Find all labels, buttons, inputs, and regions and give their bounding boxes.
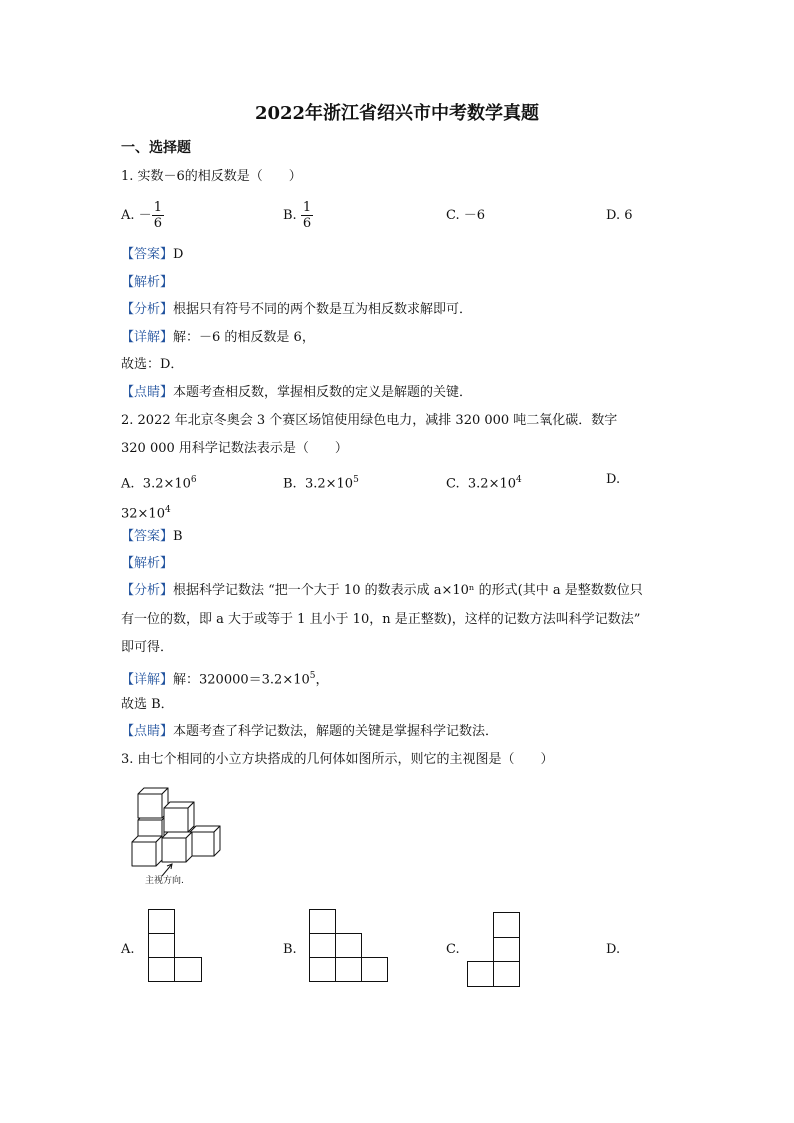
detail-exponent: 5 <box>309 671 316 681</box>
q1-option-a <box>121 198 164 234</box>
detail-tag: 【详解】 <box>121 330 174 345</box>
q3-stem: 3. 由七个相同的小立方块搭成的几何体如图所示，则它的主视图是（ ） <box>121 752 554 767</box>
numerator: 1 <box>302 200 312 215</box>
q2-option-c-base: 3.2×10 <box>467 476 516 492</box>
q1-option-c: C. －6 <box>446 208 486 223</box>
q2-option-d <box>121 502 171 522</box>
q2-option-d-label: D. <box>606 472 621 487</box>
q2-option-c <box>446 472 522 492</box>
q1-option-b-label: B. <box>283 208 297 223</box>
q2-answer <box>121 529 183 545</box>
page-title: 2022年浙江省绍兴市中考数学真题 <box>254 103 540 124</box>
analysis-text: 根据科学记数法 “把一个大于 10 的数表示成 a×10ⁿ 的形式(其中 a 是整数数位只 <box>173 583 643 598</box>
q2-option-b <box>283 472 359 492</box>
q1-comment <box>121 385 472 401</box>
answer-tag: 【答案】 <box>121 247 174 262</box>
q1-option-d: D. 6 <box>606 208 633 223</box>
cube <box>190 826 220 856</box>
q1-detail <box>121 330 315 346</box>
detail-tag: 【详解】 <box>121 672 174 688</box>
analysis-tag: 【分析】 <box>121 302 174 317</box>
q3-option-a-figure <box>148 909 204 983</box>
comment-text: 本题考查了科学记数法，解题的关键是掌握科学记数法． <box>173 724 499 739</box>
q1-option-a-label: A. <box>121 208 135 223</box>
view-direction-label: 主视方向. <box>145 876 184 886</box>
q3-option-b-label: B. <box>283 942 297 957</box>
q3-option-b-figure <box>309 909 391 983</box>
answer-tag: 【答案】 <box>121 529 174 544</box>
q2-detail <box>121 668 329 688</box>
answer-value: B <box>173 529 183 544</box>
analysis-tag: 【分析】 <box>121 583 174 598</box>
q2-choice: 故选 B． <box>121 697 174 712</box>
q1-jiexi-tag: 【解析】 <box>121 275 174 290</box>
q1-answer <box>121 247 183 263</box>
comment-text: 本题考查相反数，掌握相反数的定义是解题的关键． <box>173 385 473 400</box>
q1-option-b <box>283 198 313 234</box>
q1-option-a-fraction <box>152 200 164 231</box>
q2-option-a-label: A. <box>121 476 135 492</box>
numerator: 1 <box>153 200 162 215</box>
q2-comment <box>121 724 498 740</box>
denominator: 6 <box>302 216 312 231</box>
q2-option-b-exponent: 5 <box>353 475 359 485</box>
q1-option-b-fraction <box>301 200 313 231</box>
q2-option-a-base: 3.2×10 <box>142 476 191 492</box>
analysis-text: 根据只有符号不同的两个数是互为相反数求解即可． <box>173 302 473 317</box>
comment-tag: 【点睛】 <box>121 385 174 400</box>
q2-analysis-line1 <box>121 583 643 599</box>
q2-option-b-label: B. <box>283 476 297 492</box>
q2-option-a-exponent: 6 <box>190 475 197 485</box>
q1-option-a-sign: － <box>138 208 152 223</box>
q2-option-b-base: 3.2×10 <box>304 476 354 492</box>
cube <box>162 832 192 862</box>
comment-tag: 【点睛】 <box>121 724 174 739</box>
q2-analysis-line2: 有一位的数，即 a 大于或等于 1 且小于 10，n 是正整数)，这样的记数方法叫科学记数法” <box>121 612 641 627</box>
q3-option-c-figure <box>467 912 523 988</box>
cube <box>132 836 162 866</box>
detail-text: 解：－6 的相反数是 6， <box>173 330 315 345</box>
q2-stem-line1: 2. 2022 年北京冬奥会 3 个赛区场馆使用绿色电力，减排 320 000 吨二氧化碳．数字 <box>121 413 618 428</box>
q3-option-c-label: C. <box>446 942 460 957</box>
q2-stem-line2: 320 000 用科学记数法表示是（ ） <box>121 441 348 456</box>
q3-option-d-label: D. <box>606 942 621 957</box>
q2-option-d-exponent: 4 <box>164 505 171 515</box>
answer-value: D <box>173 247 184 262</box>
view-direction-arrow <box>162 864 172 876</box>
q2-jiexi-tag: 【解析】 <box>121 556 174 571</box>
q1-choice: 故选：D． <box>121 357 184 372</box>
block-structure-figure <box>120 780 230 890</box>
q1-stem: 1. 实数－6的相反数是（ ） <box>121 169 302 184</box>
q2-option-c-label: C. <box>446 476 460 492</box>
q2-option-c-exponent: 4 <box>516 475 522 485</box>
q2-option-d-base: 32×10 <box>121 506 165 522</box>
cube <box>164 802 194 832</box>
q2-analysis-line3: 即可得． <box>121 640 174 655</box>
q1-analysis <box>121 302 472 318</box>
denominator: 6 <box>153 216 162 231</box>
detail-text: 解：320000＝3.2×10 <box>173 672 310 688</box>
detail-end: ， <box>315 672 329 688</box>
section-heading: 一、选择题 <box>121 140 191 156</box>
q2-option-a <box>121 472 197 492</box>
q3-option-a-label: A. <box>121 942 135 957</box>
